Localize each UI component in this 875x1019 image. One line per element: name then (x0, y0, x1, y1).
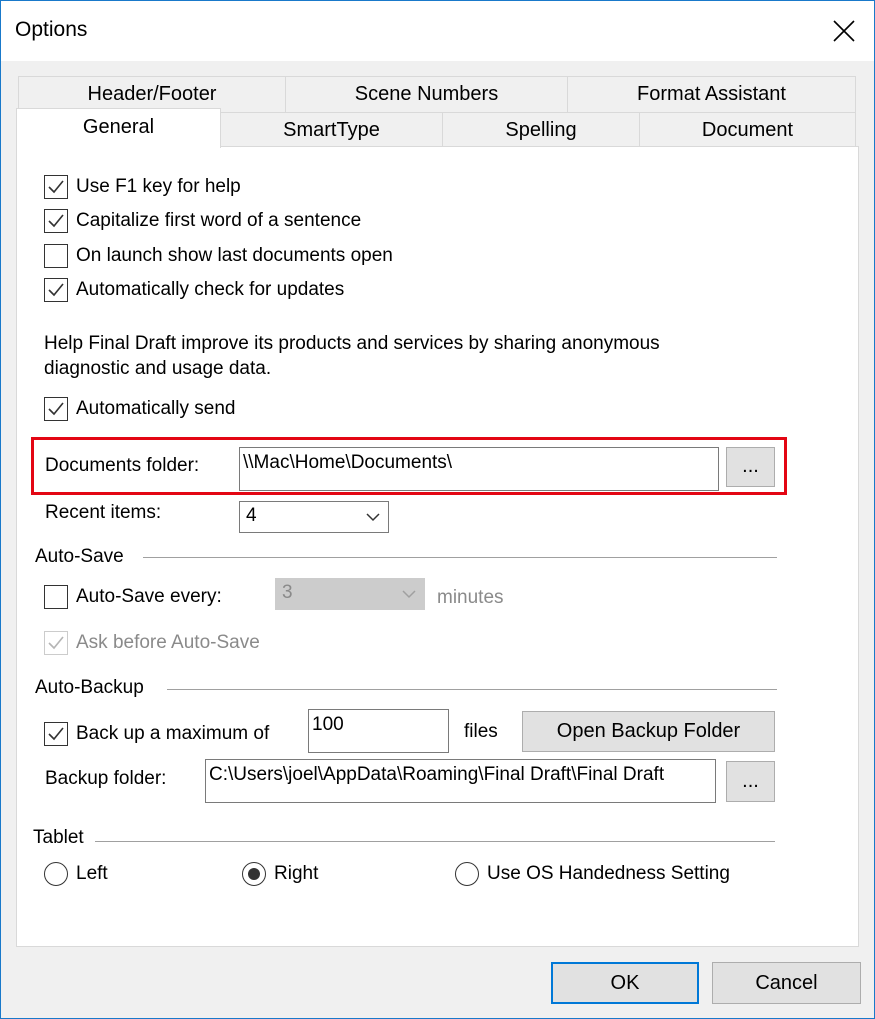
ok-button[interactable] (551, 962, 699, 1004)
use-f1-checkbox[interactable] (44, 175, 68, 199)
capitalize-checkbox[interactable] (44, 209, 68, 233)
autobackup-group-label: Auto-Backup (35, 677, 144, 698)
open-backup-folder-label: Open Backup Folder (556, 720, 741, 742)
browse-label: ... (742, 455, 759, 477)
minutes-label: minutes (437, 587, 504, 608)
tablet-right-label: Right (274, 863, 319, 884)
auto-send-checkbox[interactable] (44, 397, 68, 421)
check-icon (47, 212, 65, 230)
tab-label: SmartType (283, 119, 380, 141)
tablet-divider (95, 841, 775, 842)
autosave-every-checkbox[interactable] (44, 585, 68, 609)
tab-general[interactable] (16, 108, 221, 148)
launch-show-last-label: On launch show last documents open (76, 245, 393, 266)
autosave-group-label: Auto-Save (35, 546, 124, 567)
tablet-right-radio[interactable] (242, 862, 266, 886)
cancel-button[interactable] (712, 962, 861, 1004)
tablet-os-radio[interactable] (455, 862, 479, 886)
tablet-os-label: Use OS Handedness Setting (487, 863, 730, 884)
tablet-left-label: Left (76, 863, 108, 884)
tab-label: Scene Numbers (354, 83, 499, 105)
tab-label: Header/Footer (87, 83, 217, 105)
autosave-interval-select[interactable] (275, 578, 425, 610)
browse-label: ... (742, 770, 759, 792)
radio-selected-dot (248, 868, 260, 880)
check-icon (47, 281, 65, 299)
open-backup-folder-button[interactable] (522, 711, 775, 752)
check-icon (47, 725, 65, 743)
autosave-every-label: Auto-Save every: (76, 586, 222, 607)
check-icon (47, 178, 65, 196)
tab-format-assistant[interactable] (567, 76, 856, 113)
tab-label: Spelling (505, 119, 577, 141)
help-text-line1: Help Final Draft improve its products and services by sharing anonymous (44, 333, 660, 354)
auto-check-updates-checkbox[interactable] (44, 278, 68, 302)
tab-smarttype[interactable] (220, 112, 443, 147)
close-button[interactable] (814, 1, 874, 61)
check-icon (47, 634, 65, 652)
recent-items-select[interactable] (239, 501, 389, 533)
backup-max-label: Back up a maximum of (76, 723, 270, 744)
autobackup-divider (167, 689, 777, 690)
ask-before-autosave-checkbox[interactable] (44, 631, 68, 655)
tablet-left-radio[interactable] (44, 862, 68, 886)
launch-show-last-checkbox[interactable] (44, 244, 68, 268)
files-label: files (464, 721, 498, 742)
recent-items-value: 4 (246, 505, 257, 526)
backup-max-input[interactable]: 100 (308, 709, 449, 753)
dialog-title: Options (15, 18, 88, 41)
recent-items-label: Recent items: (45, 502, 162, 523)
backup-folder-input[interactable]: C:\Users\joel\AppData\Roaming\Final Draft\Final Draft (205, 759, 716, 803)
autosave-divider (143, 557, 777, 558)
chevron-down-icon (402, 590, 416, 599)
ask-before-autosave-label: Ask before Auto-Save (76, 632, 260, 653)
tab-document[interactable] (639, 112, 856, 147)
documents-folder-browse-button[interactable] (726, 447, 775, 487)
capitalize-label: Capitalize first word of a sentence (76, 210, 362, 231)
cancel-label: Cancel (755, 972, 818, 994)
check-icon (47, 400, 65, 418)
title-bar (1, 1, 874, 61)
tab-label: General (82, 116, 155, 138)
ok-label: OK (610, 972, 640, 994)
tab-label: Format Assistant (637, 83, 786, 105)
auto-check-updates-label: Automatically check for updates (76, 279, 345, 300)
chevron-down-icon (366, 513, 380, 522)
tab-spelling[interactable] (442, 112, 640, 147)
backup-max-checkbox[interactable] (44, 722, 68, 746)
use-f1-label: Use F1 key for help (76, 176, 241, 197)
backup-folder-browse-button[interactable] (726, 761, 775, 802)
tablet-group-label: Tablet (33, 827, 84, 848)
close-icon (833, 20, 855, 42)
documents-folder-label: Documents folder: (45, 455, 200, 476)
auto-send-label: Automatically send (76, 398, 236, 419)
documents-folder-input[interactable]: \\Mac\Home\Documents\ (239, 447, 719, 491)
tab-scene-numbers[interactable] (285, 76, 568, 113)
backup-folder-label: Backup folder: (45, 768, 167, 789)
help-text-line2: diagnostic and usage data. (44, 358, 272, 379)
tab-label: Document (701, 119, 794, 141)
autosave-interval-value: 3 (282, 582, 293, 603)
